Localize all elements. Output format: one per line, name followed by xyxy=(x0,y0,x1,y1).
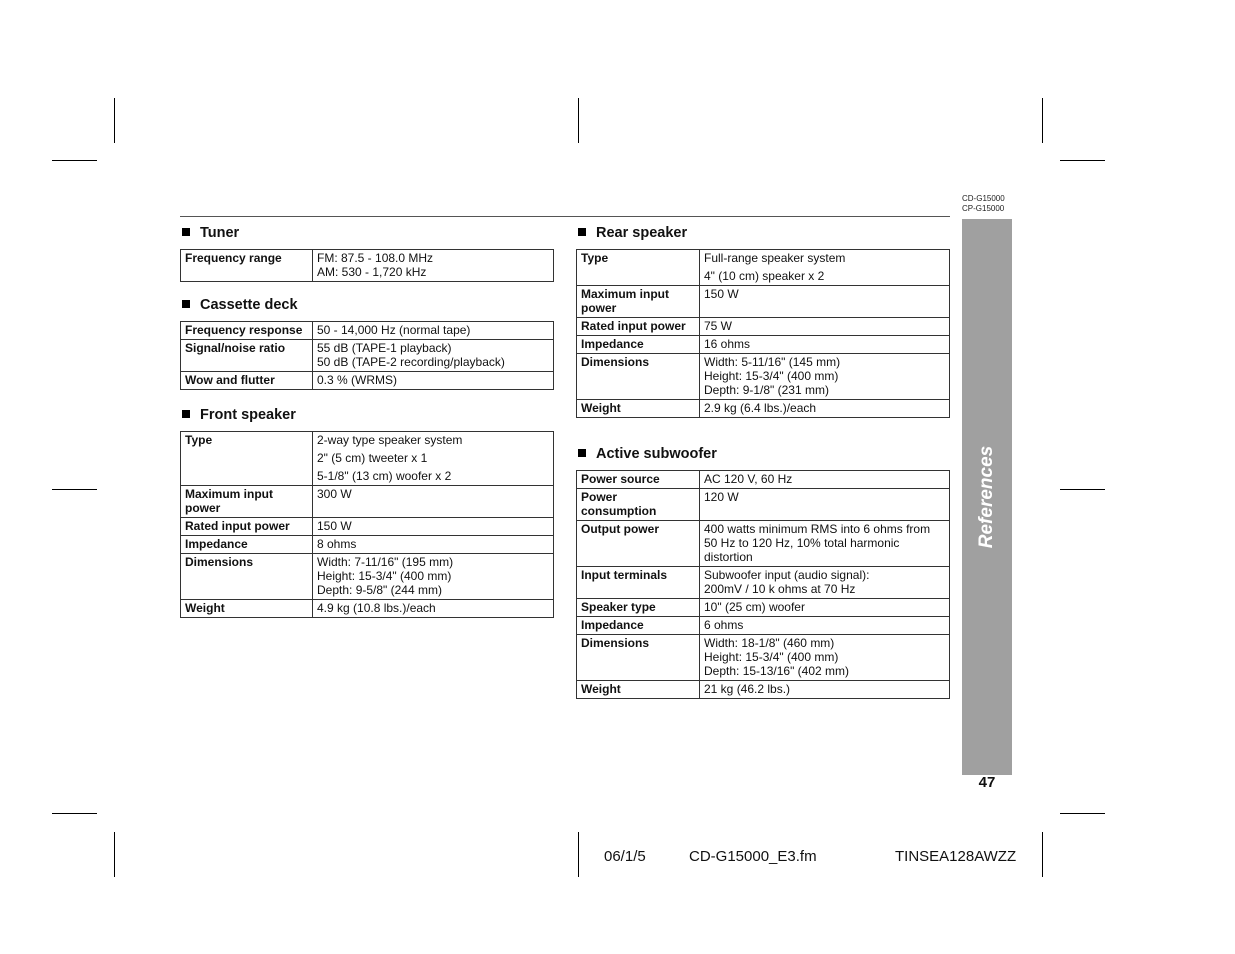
table-row xyxy=(181,536,554,554)
table-row xyxy=(577,489,950,521)
table-row xyxy=(577,521,950,567)
spec-label: Power consumption xyxy=(577,489,700,521)
spec-value xyxy=(700,567,950,599)
spec-value-line: 2.9 kg (6.4 lbs.)/each xyxy=(704,401,817,415)
spec-label: Dimensions xyxy=(577,635,700,681)
spec-value-line: 6 ohms xyxy=(704,618,744,632)
spec-value-line: 300 W xyxy=(317,487,352,501)
spec-label: Dimensions xyxy=(181,554,313,600)
spec-value-line: 2-way type speaker system xyxy=(317,433,463,447)
spec-value-line: FM: 87.5 - 108.0 MHz xyxy=(317,251,434,265)
crop-mark xyxy=(114,832,115,877)
spec-value-line: 2" (5 cm) tweeter x 1 xyxy=(317,451,428,465)
spec-label: Output power xyxy=(577,521,700,567)
spec-value-line: Full-range speaker system xyxy=(704,251,846,265)
table-row xyxy=(577,617,950,635)
table-row xyxy=(577,400,950,418)
spec-value xyxy=(313,340,554,372)
spec-table xyxy=(180,321,554,390)
left-column xyxy=(180,224,554,618)
spec-value-line: Depth: 15-13/16" (402 mm) xyxy=(704,664,849,678)
spec-label: Frequency range xyxy=(181,250,313,282)
spec-value xyxy=(700,681,950,699)
spec-value-line: 150 W xyxy=(317,519,352,533)
square-bullet-icon xyxy=(182,228,190,236)
spec-value xyxy=(700,635,950,681)
section-title xyxy=(576,224,950,243)
section-title-text: Tuner xyxy=(200,225,240,241)
spec-value xyxy=(700,521,950,567)
square-bullet-icon xyxy=(182,300,190,308)
footer-code: TINSEA128AWZZ xyxy=(895,848,1017,865)
spec-value xyxy=(313,554,554,600)
spec-value-line: 5-1/8" (13 cm) woofer x 2 xyxy=(317,469,452,483)
footer-date: 06/1/5 xyxy=(604,848,646,865)
crop-mark xyxy=(1060,489,1105,490)
crop-mark xyxy=(52,160,97,161)
section-title xyxy=(180,406,554,425)
spec-value-line: 4.9 kg (10.8 lbs.)/each xyxy=(317,601,436,615)
spec-label: Dimensions xyxy=(577,354,700,400)
table-row xyxy=(181,518,554,536)
spec-label: Input terminals xyxy=(577,567,700,599)
spec-value xyxy=(700,354,950,400)
table-row xyxy=(577,635,950,681)
spec-label: Impedance xyxy=(577,336,700,354)
spec-value xyxy=(313,432,554,486)
crop-mark xyxy=(52,813,97,814)
spec-value xyxy=(313,486,554,518)
right-column xyxy=(576,224,950,699)
spec-label: Impedance xyxy=(577,617,700,635)
spec-label: Maximum input power xyxy=(577,286,700,318)
page-number: 47 xyxy=(978,774,996,791)
table-row xyxy=(181,340,554,372)
spec-label: Speaker type xyxy=(577,599,700,617)
table-row xyxy=(577,567,950,599)
model-number: CD-G15000 xyxy=(962,194,1005,203)
square-bullet-icon xyxy=(578,228,586,236)
spec-value xyxy=(313,322,554,340)
spec-label: Signal/noise ratio xyxy=(181,340,313,372)
spec-label: Impedance xyxy=(181,536,313,554)
spec-value-line: 120 W xyxy=(704,490,739,504)
spec-label: Weight xyxy=(577,400,700,418)
spec-value xyxy=(313,250,554,282)
section-title-text: Front speaker xyxy=(200,407,296,423)
table-row xyxy=(577,354,950,400)
spec-label: Maximum input power xyxy=(181,486,313,518)
spec-label: Frequency response xyxy=(181,322,313,340)
spec-value xyxy=(700,318,950,336)
spec-label: Type xyxy=(577,250,700,286)
spec-value xyxy=(700,471,950,489)
spec-table xyxy=(576,249,950,418)
crop-mark xyxy=(114,98,115,143)
table-row xyxy=(577,250,950,286)
spec-label: Rated input power xyxy=(577,318,700,336)
spec-value-line: Width: 18-1/8" (460 mm) xyxy=(704,636,835,650)
spec-value xyxy=(313,600,554,618)
crop-mark xyxy=(1060,160,1105,161)
spec-value-line: 50 - 14,000 Hz (normal tape) xyxy=(317,323,471,337)
spec-value-line: 150 W xyxy=(704,287,739,301)
spec-value-line: Width: 7-11/16" (195 mm) xyxy=(317,555,454,569)
spec-value-line: 4" (10 cm) speaker x 2 xyxy=(704,269,825,283)
table-row xyxy=(181,432,554,486)
spec-value xyxy=(700,286,950,318)
square-bullet-icon xyxy=(578,449,586,457)
model-numbers xyxy=(962,194,1005,214)
spec-value-line: 200mV / 10 k ohms at 70 Hz xyxy=(704,582,856,596)
spec-value-line: 8 ohms xyxy=(317,537,357,551)
spec-value-line: Depth: 9-5/8" (244 mm) xyxy=(317,583,442,597)
spec-value xyxy=(313,536,554,554)
section-title-text: Cassette deck xyxy=(200,297,298,313)
table-row xyxy=(577,336,950,354)
spec-table xyxy=(180,249,554,282)
spec-section xyxy=(576,445,950,699)
spec-label: Rated input power xyxy=(181,518,313,536)
spec-section xyxy=(180,224,554,282)
spec-value-line: 16 ohms xyxy=(704,337,751,351)
spec-value-line: 75 W xyxy=(704,319,733,333)
spec-value-line: Subwoofer input (audio signal): xyxy=(704,568,870,582)
spec-value xyxy=(700,336,950,354)
section-title-text: Rear speaker xyxy=(596,225,688,241)
footer-filename: CD-G15000_E3.fm xyxy=(689,848,817,865)
table-row xyxy=(577,681,950,699)
spec-value xyxy=(700,400,950,418)
crop-mark xyxy=(1042,832,1043,877)
table-row xyxy=(181,600,554,618)
references-side-tab xyxy=(962,219,1012,775)
spec-value xyxy=(313,372,554,390)
spec-value-line: 0.3 % (WRMS) xyxy=(317,373,398,387)
square-bullet-icon xyxy=(182,410,190,418)
spec-value xyxy=(313,518,554,536)
spec-value xyxy=(700,250,950,286)
spec-section xyxy=(180,296,554,390)
table-row xyxy=(181,372,554,390)
section-title xyxy=(180,224,554,243)
table-row xyxy=(181,486,554,518)
section-title-text: Active subwoofer xyxy=(596,446,717,462)
table-row xyxy=(577,318,950,336)
spec-label: Weight xyxy=(181,600,313,618)
section-title xyxy=(576,445,950,464)
table-row xyxy=(181,250,554,282)
spec-value-line: Height: 15-3/4" (400 mm) xyxy=(317,569,452,583)
model-number: CP-G15000 xyxy=(962,204,1005,213)
spec-value-line: Width: 5-11/16" (145 mm) xyxy=(704,355,841,369)
spec-value-line: AC 120 V, 60 Hz xyxy=(704,472,793,486)
table-row xyxy=(577,599,950,617)
spec-value xyxy=(700,489,950,521)
spec-section xyxy=(180,406,554,618)
spec-value-line: 55 dB (TAPE-1 playback) xyxy=(317,341,452,355)
spec-label: Power source xyxy=(577,471,700,489)
table-row xyxy=(181,322,554,340)
table-row xyxy=(181,554,554,600)
table-row xyxy=(577,471,950,489)
spec-table xyxy=(180,431,554,618)
table-row xyxy=(577,286,950,318)
spec-value xyxy=(700,599,950,617)
crop-mark xyxy=(1060,813,1105,814)
side-tab-label: References xyxy=(976,445,997,549)
spec-value-line: AM: 530 - 1,720 kHz xyxy=(317,265,427,279)
header-rule xyxy=(180,216,950,217)
spec-value-line: Depth: 9-1/8" (231 mm) xyxy=(704,383,829,397)
spec-value-line: Height: 15-3/4" (400 mm) xyxy=(704,369,839,383)
spec-table xyxy=(576,470,950,699)
spec-value-line: Height: 15-3/4" (400 mm) xyxy=(704,650,839,664)
spec-value xyxy=(700,617,950,635)
crop-mark xyxy=(52,489,97,490)
spec-value-line: 21 kg (46.2 lbs.) xyxy=(704,682,791,696)
crop-mark xyxy=(1042,98,1043,143)
section-title xyxy=(180,296,554,315)
spec-label: Type xyxy=(181,432,313,486)
crop-mark xyxy=(578,832,579,877)
spec-value-line: 400 watts minimum RMS into 6 ohms from 50 Hz to 120 Hz, 10% total harmonic distortion xyxy=(704,522,931,564)
spec-label: Weight xyxy=(577,681,700,699)
spec-label: Wow and flutter xyxy=(181,372,313,390)
spec-value-line: 10" (25 cm) woofer xyxy=(704,600,805,614)
spec-section xyxy=(576,224,950,418)
spec-value-line: 50 dB (TAPE-2 recording/playback) xyxy=(317,355,505,369)
crop-mark xyxy=(578,98,579,143)
